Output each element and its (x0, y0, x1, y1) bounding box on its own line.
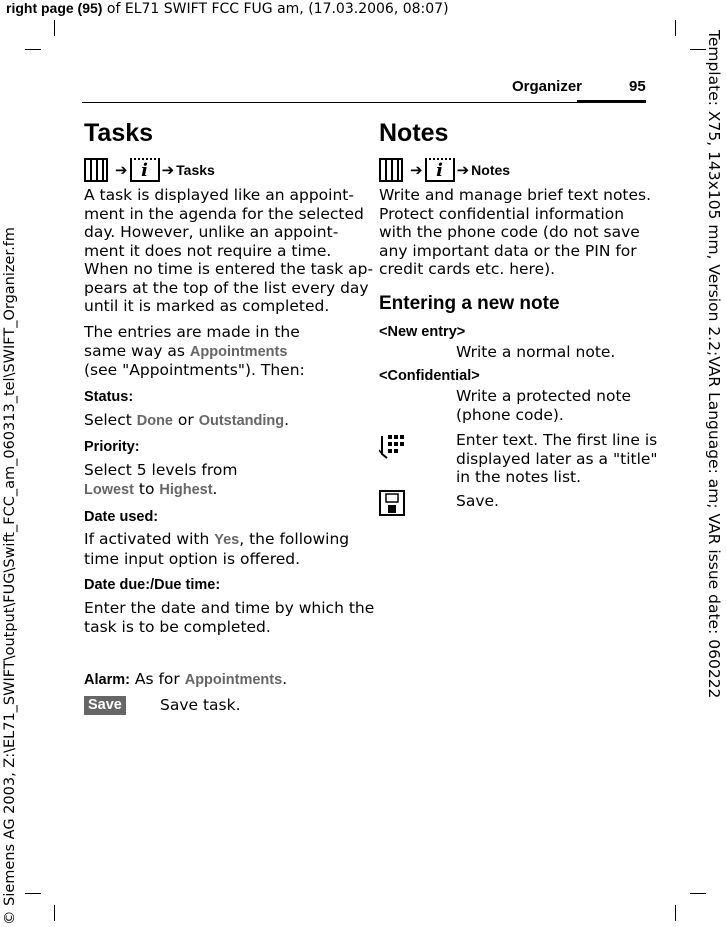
notes-intro: Write and manage brief text notes. Protect confidential information with the phone code (do not save any important data or the PIN for credit cards etc. here). (379, 186, 652, 278)
arrow-right-icon: ➔ (410, 161, 423, 179)
tasks-entries-text: The entries are made in the same way as Appointments (see "Appointments"). Then: (84, 323, 305, 379)
save-softkey: Save (84, 696, 126, 715)
header-doc-info: of EL71 SWIFT FCC FUG am, (17.03.2006, 08:07) (102, 1, 449, 17)
new-entry-desc: Write a normal note. (456, 343, 616, 361)
header-rule (82, 102, 646, 103)
tasks-menu-path (84, 157, 215, 183)
header-rule-accent (577, 100, 646, 103)
status-text: Select Done or Outstanding. (84, 411, 290, 429)
organizer-icon: i (130, 158, 160, 182)
crop-mark (690, 893, 706, 894)
side-template-info: Template: X75, 143x105 mm, Version 2.2;VAR Language: am; VAR issue date: 060222 (705, 30, 723, 699)
alarm-label: Alarm: (84, 672, 130, 688)
arrow-right-icon: ➔ (161, 161, 175, 179)
confidential-label: <Confidential> (379, 368, 480, 384)
header-page-ref: right page (95) (6, 0, 103, 16)
new-entry-label: <New entry> (379, 324, 466, 340)
running-head-page: 95 (629, 78, 646, 95)
save-icon (379, 490, 405, 516)
status-label: Status: (84, 389, 134, 405)
date-used-text: If activated with Yes, the following time input option is offered. (84, 530, 350, 568)
save-task-text: Save task. (160, 696, 241, 714)
priority-text: Select 5 levels from Lowest to Highest. (84, 461, 238, 498)
running-head-section: Organizer (512, 78, 583, 95)
menu-keypad-icon (379, 158, 403, 182)
save-desc: Save. (456, 492, 499, 510)
confidential-desc: Write a protected note (phone code). (456, 387, 632, 424)
crop-mark (54, 905, 55, 921)
crop-mark (25, 49, 41, 50)
date-due-label: Date due:/Due time: (84, 577, 221, 593)
menu-keypad-icon (84, 158, 108, 182)
document-header (6, 0, 449, 17)
crop-mark (690, 49, 706, 50)
arrow-right-icon: ➔ (115, 161, 128, 179)
crop-mark (675, 20, 676, 36)
tasks-nav-label: Tasks (176, 162, 215, 178)
crop-mark (675, 905, 676, 921)
alarm-text: Alarm: As for Appointments. (84, 670, 288, 688)
notes-subhead: Entering a new note (379, 293, 560, 314)
tasks-intro: A task is displayed like an appoint- ment in the agenda for the selected day. However, unlike an appoint- ment it does not require a time. When no time is entered the task ap- pears at the top of the list every day until it is marked as completed. (84, 186, 374, 315)
notes-nav-label: Notes (471, 162, 511, 178)
notes-title: Notes (379, 119, 449, 147)
enter-text-desc: Enter text. The first line is displayed later as a "title" in the notes list. (456, 431, 658, 486)
arrow-right-icon: ➔ (456, 161, 470, 179)
notes-menu-path (379, 157, 510, 183)
side-copyright: © Siemens AG 2003, Z:\EL71_SWIFT\output\FUG\Swift_FCC_am_060313_tel\SWIFT_Organizer.fm (2, 227, 18, 925)
tasks-title: Tasks (84, 119, 154, 147)
priority-label: Priority: (84, 439, 140, 455)
organizer-icon: i (425, 158, 455, 182)
text-input-icon (379, 432, 407, 460)
date-due-text: Enter the date and time by which the task is to be completed. (84, 599, 375, 636)
crop-mark (54, 20, 55, 36)
crop-mark (25, 893, 41, 894)
appointments-ref: Appointments (189, 343, 288, 360)
date-used-label: Date used: (84, 509, 159, 525)
